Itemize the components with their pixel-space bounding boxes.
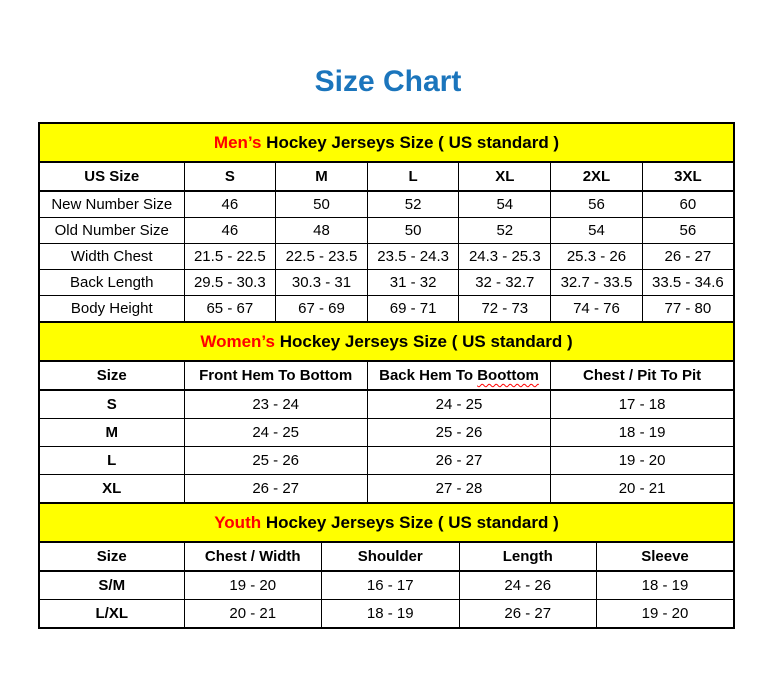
column-header bbox=[367, 361, 550, 390]
mens-banner bbox=[39, 123, 734, 162]
cell-value: 24 - 25 bbox=[367, 390, 550, 419]
row-label: L bbox=[39, 447, 184, 475]
cell-value: 26 - 27 bbox=[184, 475, 367, 504]
column-header: Sleeve bbox=[597, 542, 735, 571]
cell-value: 19 - 20 bbox=[184, 571, 322, 600]
cell-value: 18 - 19 bbox=[551, 419, 734, 447]
table-row bbox=[39, 600, 734, 629]
cell-value: 74 - 76 bbox=[551, 296, 643, 323]
youth-banner bbox=[39, 503, 734, 542]
mens-header-row bbox=[39, 162, 734, 191]
cell-value: 18 - 19 bbox=[597, 571, 735, 600]
cell-value: 46 bbox=[184, 218, 276, 244]
womens-size-table bbox=[38, 321, 735, 504]
column-header: Length bbox=[459, 542, 597, 571]
cell-value: 25 - 26 bbox=[184, 447, 367, 475]
cell-value: 60 bbox=[642, 191, 734, 218]
table-row bbox=[39, 419, 734, 447]
cell-value: 19 - 20 bbox=[597, 600, 735, 629]
table-row bbox=[39, 475, 734, 504]
cell-value: 27 - 28 bbox=[367, 475, 550, 504]
row-label: L/XL bbox=[39, 600, 184, 629]
row-label: S/M bbox=[39, 571, 184, 600]
cell-value: 56 bbox=[551, 191, 643, 218]
misspelled-word: Boottom bbox=[477, 367, 539, 384]
column-header-text: Back Hem To bbox=[379, 367, 478, 384]
womens-banner-text: Hockey Jerseys Size ( US standard ) bbox=[274, 331, 573, 351]
cell-value: 25 - 26 bbox=[367, 419, 550, 447]
column-header: 3XL bbox=[642, 162, 734, 191]
cell-value: 23.5 - 24.3 bbox=[367, 244, 459, 270]
column-header: M bbox=[276, 162, 368, 191]
cell-value: 67 - 69 bbox=[276, 296, 368, 323]
column-header: L bbox=[367, 162, 459, 191]
table-row bbox=[39, 571, 734, 600]
column-header: Chest / Width bbox=[184, 542, 322, 571]
cell-value: 16 - 17 bbox=[322, 571, 460, 600]
cell-value: 48 bbox=[276, 218, 368, 244]
cell-value: 52 bbox=[459, 218, 551, 244]
page-title: Size Chart bbox=[314, 65, 462, 98]
cell-value: 20 - 21 bbox=[551, 475, 734, 504]
youth-size-table bbox=[38, 502, 735, 629]
row-label: Body Height bbox=[39, 296, 184, 323]
cell-value: 26 - 27 bbox=[459, 600, 597, 629]
table-row bbox=[39, 191, 734, 218]
cell-value: 21.5 - 22.5 bbox=[184, 244, 276, 270]
youth-banner-row bbox=[39, 503, 734, 542]
cell-value: 50 bbox=[367, 218, 459, 244]
row-label: M bbox=[39, 419, 184, 447]
cell-value: 65 - 67 bbox=[184, 296, 276, 323]
row-label: Old Number Size bbox=[39, 218, 184, 244]
womens-banner bbox=[39, 322, 734, 361]
column-header: Size bbox=[39, 542, 184, 571]
womens-banner-row bbox=[39, 322, 734, 361]
row-label: Back Length bbox=[39, 270, 184, 296]
cell-value: 31 - 32 bbox=[367, 270, 459, 296]
youth-banner-highlight: Youth bbox=[214, 512, 262, 532]
cell-value: 23 - 24 bbox=[184, 390, 367, 419]
cell-value: 54 bbox=[551, 218, 643, 244]
cell-value: 26 - 27 bbox=[367, 447, 550, 475]
cell-value: 30.3 - 31 bbox=[276, 270, 368, 296]
womens-banner-highlight: Women’s bbox=[200, 331, 275, 351]
mens-size-table bbox=[38, 122, 735, 323]
cell-value: 32.7 - 33.5 bbox=[551, 270, 643, 296]
column-header: Front Hem To Bottom bbox=[184, 361, 367, 390]
cell-value: 25.3 - 26 bbox=[551, 244, 643, 270]
row-label: S bbox=[39, 390, 184, 419]
table-row bbox=[39, 218, 734, 244]
cell-value: 52 bbox=[367, 191, 459, 218]
table-row bbox=[39, 390, 734, 419]
column-header: US Size bbox=[39, 162, 184, 191]
mens-banner-text: Hockey Jerseys Size ( US standard ) bbox=[261, 132, 560, 152]
table-row bbox=[39, 244, 734, 270]
cell-value: 33.5 - 34.6 bbox=[642, 270, 734, 296]
cell-value: 26 - 27 bbox=[642, 244, 734, 270]
table-row bbox=[39, 447, 734, 475]
cell-value: 24.3 - 25.3 bbox=[459, 244, 551, 270]
column-header: Chest / Pit To Pit bbox=[551, 361, 734, 390]
cell-value: 19 - 20 bbox=[551, 447, 734, 475]
cell-value: 56 bbox=[642, 218, 734, 244]
column-header: Shoulder bbox=[322, 542, 460, 571]
cell-value: 20 - 21 bbox=[184, 600, 322, 629]
cell-value: 69 - 71 bbox=[367, 296, 459, 323]
cell-value: 50 bbox=[276, 191, 368, 218]
cell-value: 17 - 18 bbox=[551, 390, 734, 419]
mens-banner-row bbox=[39, 123, 734, 162]
column-header: XL bbox=[459, 162, 551, 191]
column-header: Size bbox=[39, 361, 184, 390]
cell-value: 29.5 - 30.3 bbox=[184, 270, 276, 296]
table-row bbox=[39, 270, 734, 296]
cell-value: 32 - 32.7 bbox=[459, 270, 551, 296]
size-chart-tables bbox=[38, 122, 735, 629]
mens-banner-highlight: Men’s bbox=[213, 132, 262, 152]
row-label: Width Chest bbox=[39, 244, 184, 270]
cell-value: 54 bbox=[459, 191, 551, 218]
column-header: S bbox=[184, 162, 276, 191]
cell-value: 72 - 73 bbox=[459, 296, 551, 323]
cell-value: 24 - 26 bbox=[459, 571, 597, 600]
cell-value: 22.5 - 23.5 bbox=[276, 244, 368, 270]
row-label: XL bbox=[39, 475, 184, 504]
row-label: New Number Size bbox=[39, 191, 184, 218]
cell-value: 18 - 19 bbox=[322, 600, 460, 629]
table-row bbox=[39, 296, 734, 323]
youth-banner-text: Hockey Jerseys Size ( US standard ) bbox=[261, 512, 559, 532]
cell-value: 46 bbox=[184, 191, 276, 218]
cell-value: 77 - 80 bbox=[642, 296, 734, 323]
youth-header-row bbox=[39, 542, 734, 571]
womens-header-row bbox=[39, 361, 734, 390]
cell-value: 24 - 25 bbox=[184, 419, 367, 447]
column-header: 2XL bbox=[551, 162, 643, 191]
